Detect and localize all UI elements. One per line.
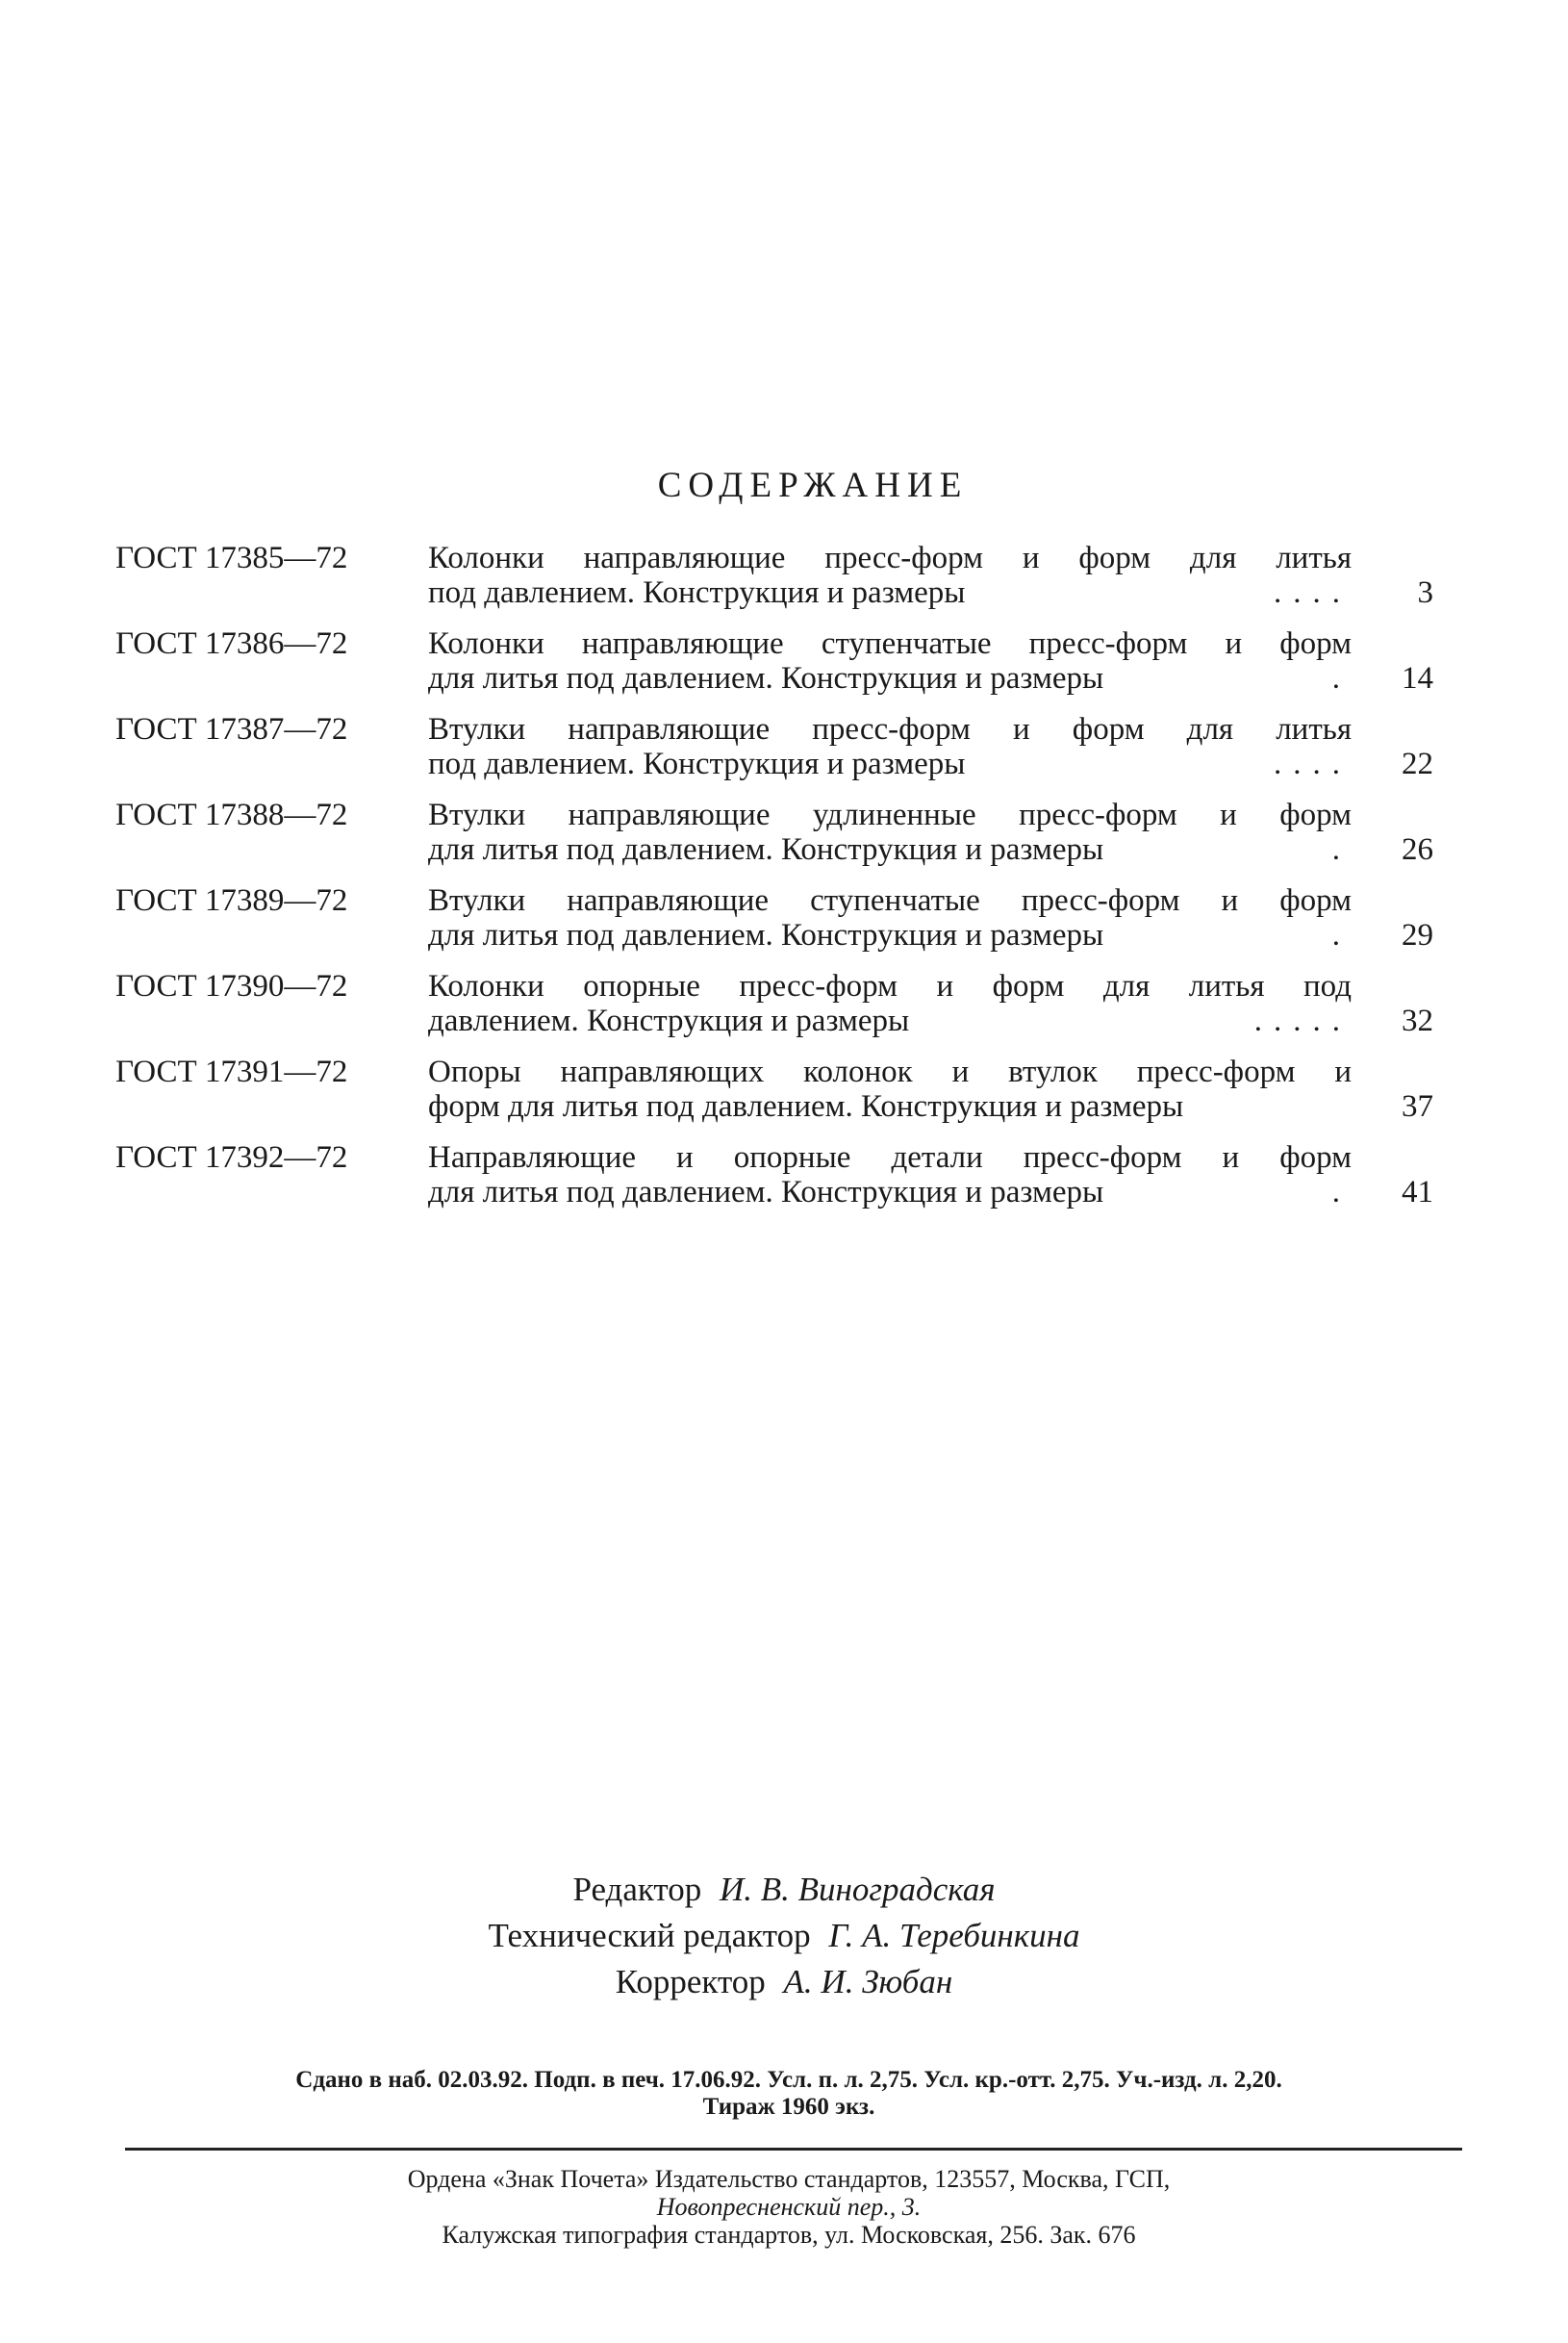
- toc-entry: [115, 1140, 1433, 1226]
- toc-title: [428, 883, 1352, 953]
- toc-standard-number: ГОСТ 17385—72: [115, 541, 348, 575]
- toc-title-line2: для литья под давлением. Конструкция и размеры: [428, 1175, 1104, 1210]
- tech-editor-name: Г. А. Теребинкина: [828, 1917, 1080, 1954]
- credits-block: [0, 1867, 1568, 2005]
- toc-standard-number: ГОСТ 17388—72: [115, 798, 348, 832]
- toc-page-number: 26: [1402, 832, 1433, 867]
- publisher-address: Новопресненский пер., 3.: [656, 2193, 922, 2221]
- toc-page-number: 29: [1402, 918, 1433, 953]
- toc-title-line1: Опоры направляющих колонок и втулок пресс-форм и: [428, 1055, 1352, 1089]
- toc-page-number: 37: [1402, 1089, 1433, 1124]
- tech-editor-line: [0, 1913, 1568, 1959]
- dot-leader: ....: [1274, 747, 1352, 781]
- toc-page-number: 14: [1402, 661, 1433, 696]
- toc-page-number: 41: [1402, 1175, 1433, 1210]
- toc-entry: [115, 712, 1433, 798]
- toc-standard-number: ГОСТ 17392—72: [115, 1140, 348, 1175]
- toc-standard-number: ГОСТ 17389—72: [115, 883, 348, 918]
- toc-standard-number: ГОСТ 17386—72: [115, 626, 348, 661]
- divider-rule: [125, 2148, 1462, 2151]
- toc-title-line1: Колонки направляющие пресс-форм и форм для литья: [428, 541, 1352, 575]
- proofreader-line: [0, 1959, 1568, 2005]
- toc-title: [428, 798, 1352, 867]
- print-info: [115, 2067, 1462, 2121]
- proofreader-name: А. И. Зюбан: [783, 1963, 953, 2000]
- toc-title-line2: для литья под давлением. Конструкция и размеры: [428, 832, 1104, 867]
- toc-title-line1: Втулки направляющие ступенчатые пресс-форм и форм: [428, 883, 1352, 918]
- toc-title-line2: под давлением. Конструкция и размеры: [428, 747, 966, 781]
- toc-entry: [115, 1055, 1433, 1140]
- toc-heading: СОДЕРЖАНИЕ: [657, 466, 969, 505]
- toc-title-line1: Втулки направляющие удлиненные пресс-форм и форм: [428, 798, 1352, 832]
- proofreader-role: Корректор: [615, 1963, 766, 2000]
- dot-leader: .: [1331, 661, 1352, 696]
- printing-house: Калужская типография стандартов, ул. Московская, 256. Зак. 676: [442, 2221, 1136, 2249]
- publisher-info: [115, 2165, 1462, 2249]
- toc-title-line1: Направляющие и опорные детали пресс-форм и форм: [428, 1140, 1352, 1175]
- toc-standard-number: ГОСТ 17390—72: [115, 969, 348, 1004]
- toc-title: [428, 1140, 1352, 1210]
- toc-entry: [115, 541, 1433, 626]
- toc-page-number: 22: [1402, 747, 1433, 781]
- toc-entry: [115, 626, 1433, 712]
- editor-line: [0, 1867, 1568, 1913]
- dot-leader: ....: [1274, 575, 1352, 610]
- editor-name: И. В. Виноградская: [719, 1871, 996, 1908]
- print-run: Тираж 1960 экз.: [702, 2094, 875, 2120]
- toc-title-line1: Колонки опорные пресс-форм и форм для литья под: [428, 969, 1352, 1004]
- editor-role: Редактор: [572, 1871, 702, 1908]
- print-info-line1: Сдано в наб. 02.03.92. Подп. в печ. 17.06.92. Усл. п. л. 2,75. Усл. кр.-отт. 2,75. Уч.-изд. л. 2,20.: [295, 2067, 1282, 2093]
- toc-title-line2: для литья под давлением. Конструкция и размеры: [428, 661, 1104, 696]
- toc-title-line2: для литья под давлением. Конструкция и размеры: [428, 918, 1104, 953]
- dot-leader: .: [1331, 918, 1352, 953]
- toc-page-number: 3: [1417, 575, 1433, 610]
- toc-title: [428, 712, 1352, 781]
- toc-list: [115, 541, 1433, 1226]
- dot-leader: .: [1331, 1175, 1352, 1210]
- toc-title-line2: давлением. Конструкция и размеры: [428, 1004, 910, 1038]
- publisher-line1: Ордена «Знак Почета» Издательство стандартов, 123557, Москва, ГСП,: [407, 2165, 1171, 2193]
- toc-title: [428, 1055, 1352, 1124]
- toc-entry: [115, 798, 1433, 883]
- toc-title-line2: форм для литья под давлением. Конструкция и размеры: [428, 1089, 1184, 1124]
- dot-leader: .: [1331, 832, 1352, 867]
- dot-leader: .....: [1253, 1004, 1352, 1038]
- toc-standard-number: ГОСТ 17391—72: [115, 1055, 348, 1089]
- toc-title: [428, 969, 1352, 1038]
- toc-entry: [115, 969, 1433, 1055]
- toc-standard-number: ГОСТ 17387—72: [115, 712, 348, 747]
- toc-title-line1: Колонки направляющие ступенчатые пресс-форм и форм: [428, 626, 1352, 661]
- toc-title-line2: под давлением. Конструкция и размеры: [428, 575, 966, 610]
- toc-entry: [115, 883, 1433, 969]
- toc-title-line1: Втулки направляющие пресс-форм и форм для литья: [428, 712, 1352, 747]
- toc-page-number: 32: [1402, 1004, 1433, 1038]
- toc-title: [428, 626, 1352, 696]
- toc-title: [428, 541, 1352, 610]
- tech-editor-role: Технический редактор: [488, 1917, 811, 1954]
